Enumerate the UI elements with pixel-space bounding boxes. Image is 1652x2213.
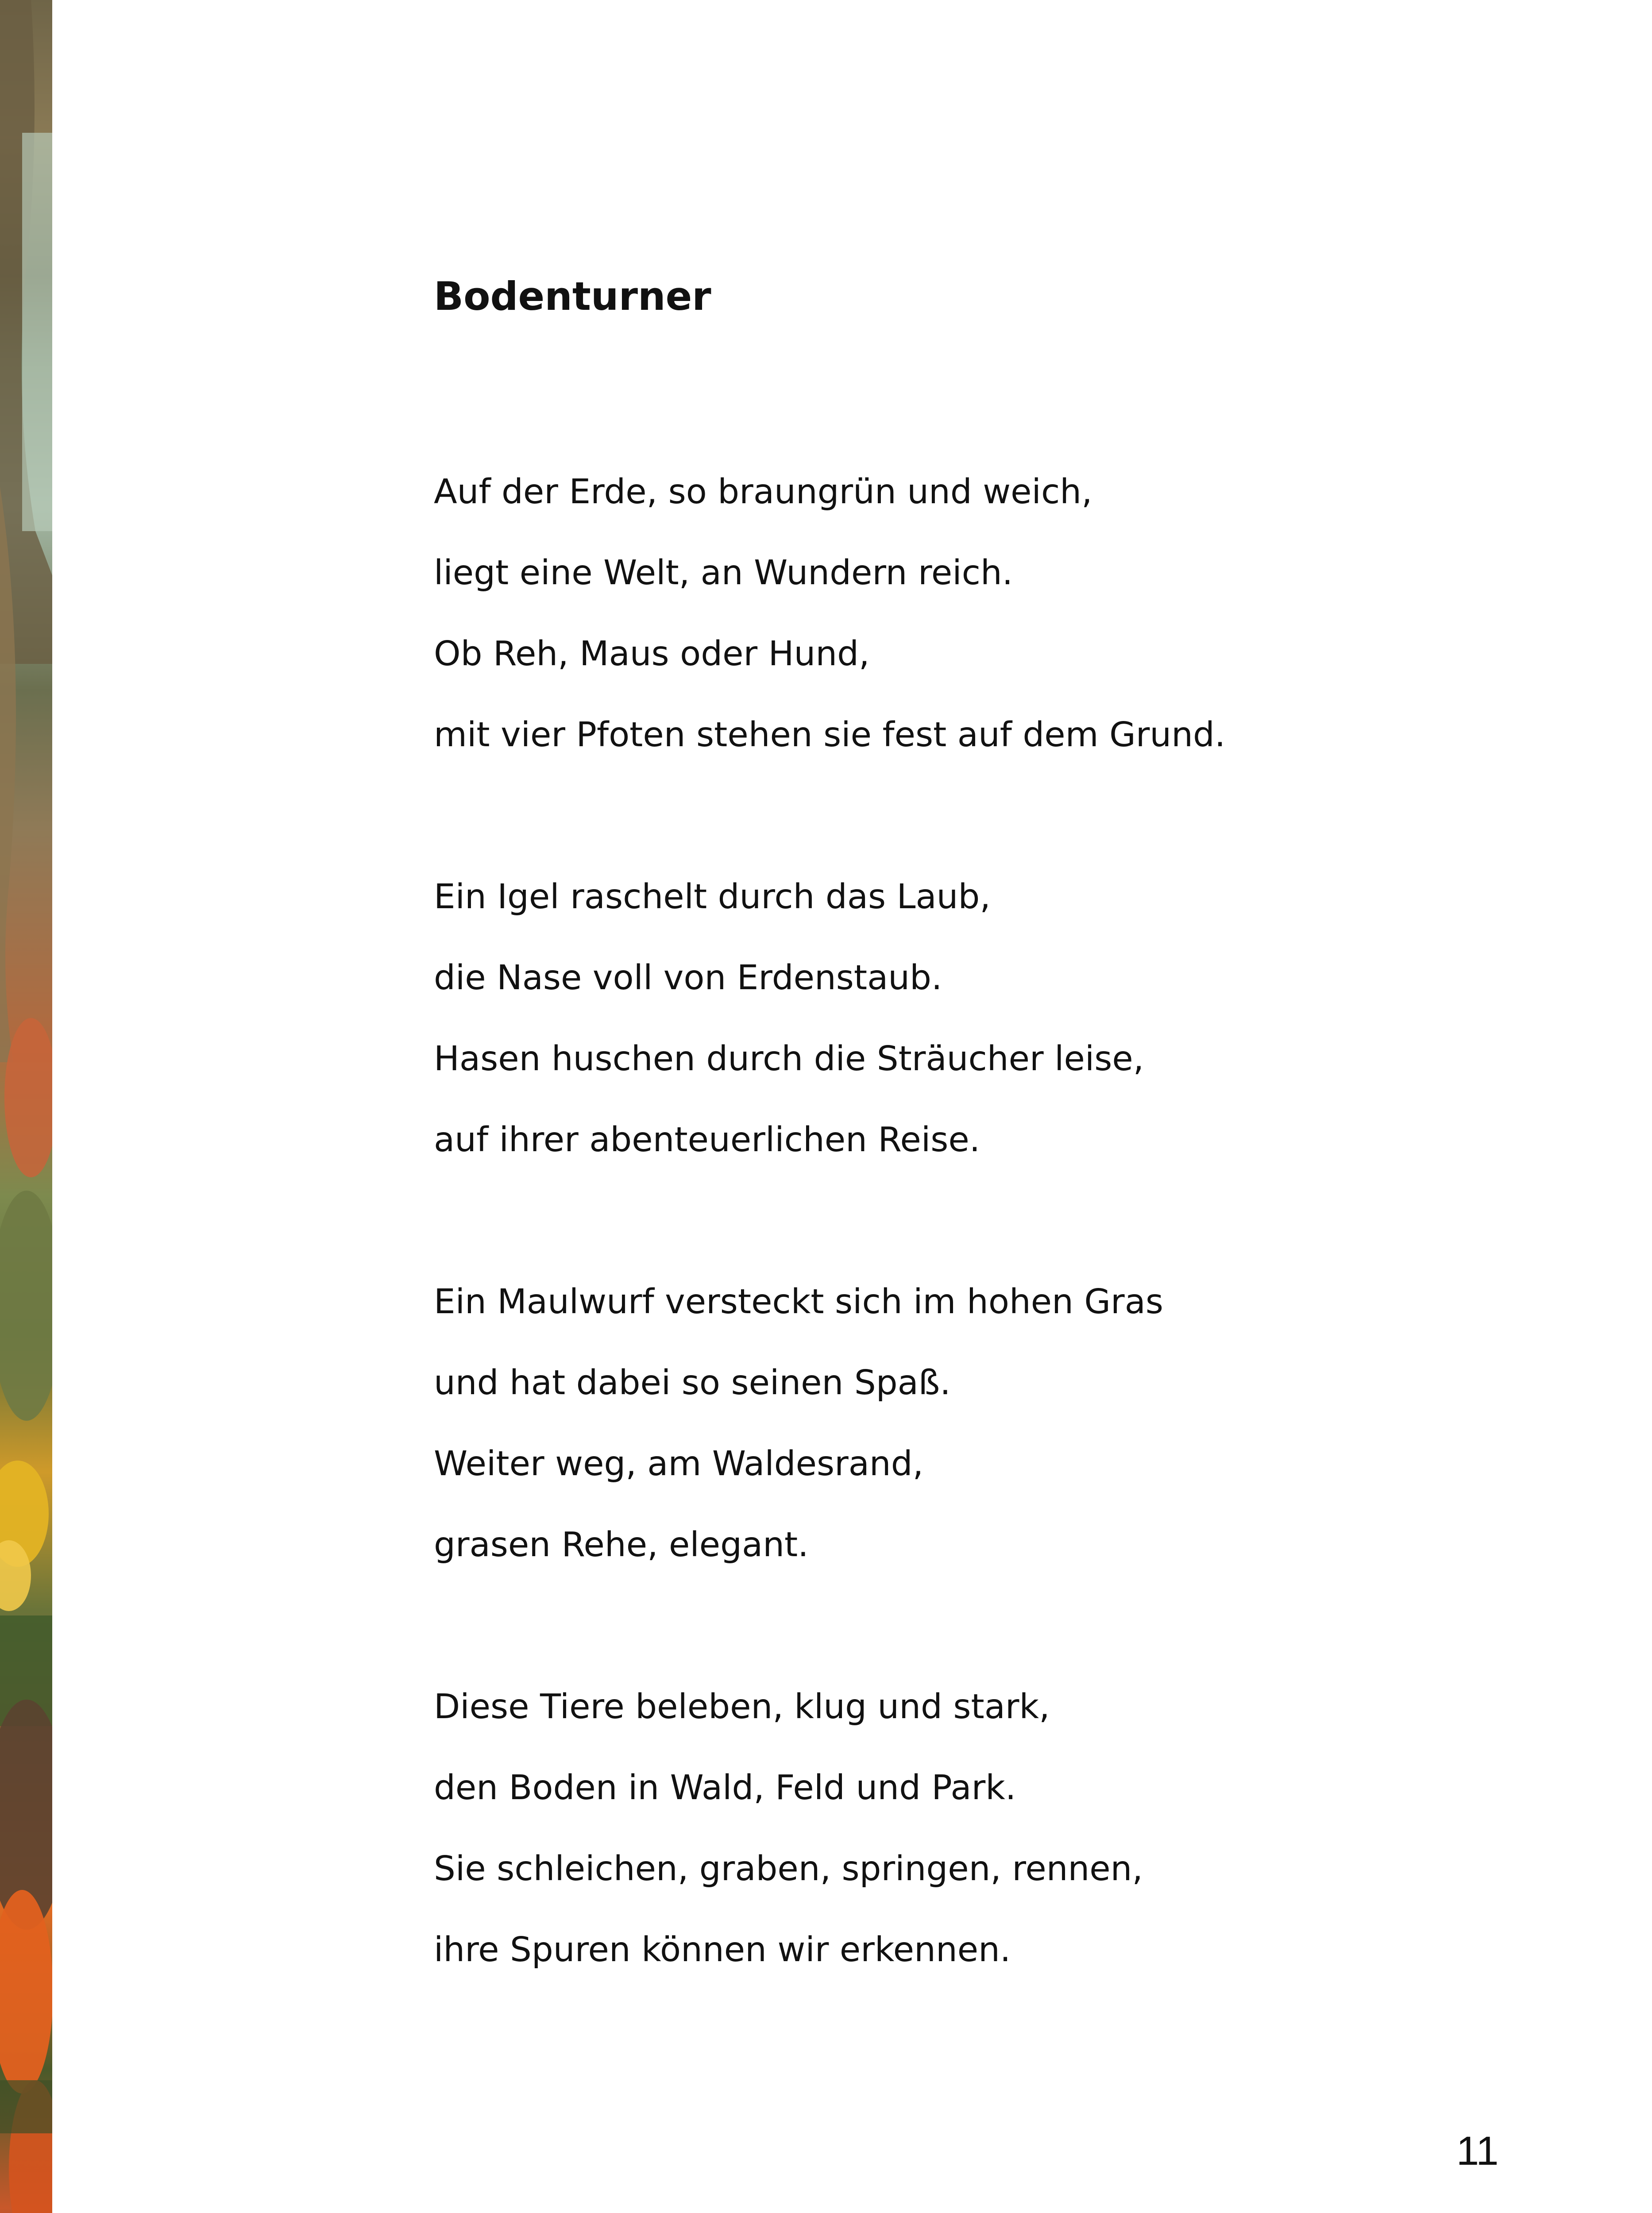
poem-line: Ob Reh, Maus oder Hund, [434,634,870,674]
page-number: 11 [1456,2128,1499,2174]
poem-line: Diese Tiere beleben, klug und stark, [434,1687,1050,1727]
poem-stanza [434,451,1496,775]
poem-line: Ein Igel raschelt durch das Laub, [434,877,991,917]
poem-stanza [434,1666,1496,1990]
poem-line: die Nase voll von Erdenstaub. [434,958,942,998]
poem-line: grasen Rehe, elegant. [434,1525,809,1565]
poem-line: Sie schleichen, graben, springen, rennen, [434,1849,1143,1889]
poem-line: Auf der Erde, so braungrün und weich, [434,472,1092,512]
poem-line: mit vier Pfoten stehen sie fest auf dem Grund. [434,715,1226,755]
poem-line: auf ihrer abenteuerlichen Reise. [434,1120,980,1160]
nature-illustration-icon [0,0,52,2213]
poem-line: Weiter weg, am Waldesrand, [434,1444,924,1484]
poem-line: Ein Maulwurf versteckt sich im hohen Gras [434,1282,1164,1322]
nature-illustration-strip [0,0,52,2213]
poem-line: und hat dabei so seinen Spaß. [434,1363,951,1403]
poem-stanza [434,1261,1496,1585]
poem-line: Hasen huschen durch die Sträucher leise, [434,1039,1144,1079]
poem-line: liegt eine Welt, an Wundern reich. [434,553,1013,593]
poem-line: ihre Spuren können wir erkennen. [434,1930,1011,1970]
poem-stanza [434,856,1496,1180]
poem-title: Bodenturner [434,274,711,319]
poem-line: den Boden in Wald, Feld und Park. [434,1768,1016,1808]
poem-body [434,451,1496,2071]
